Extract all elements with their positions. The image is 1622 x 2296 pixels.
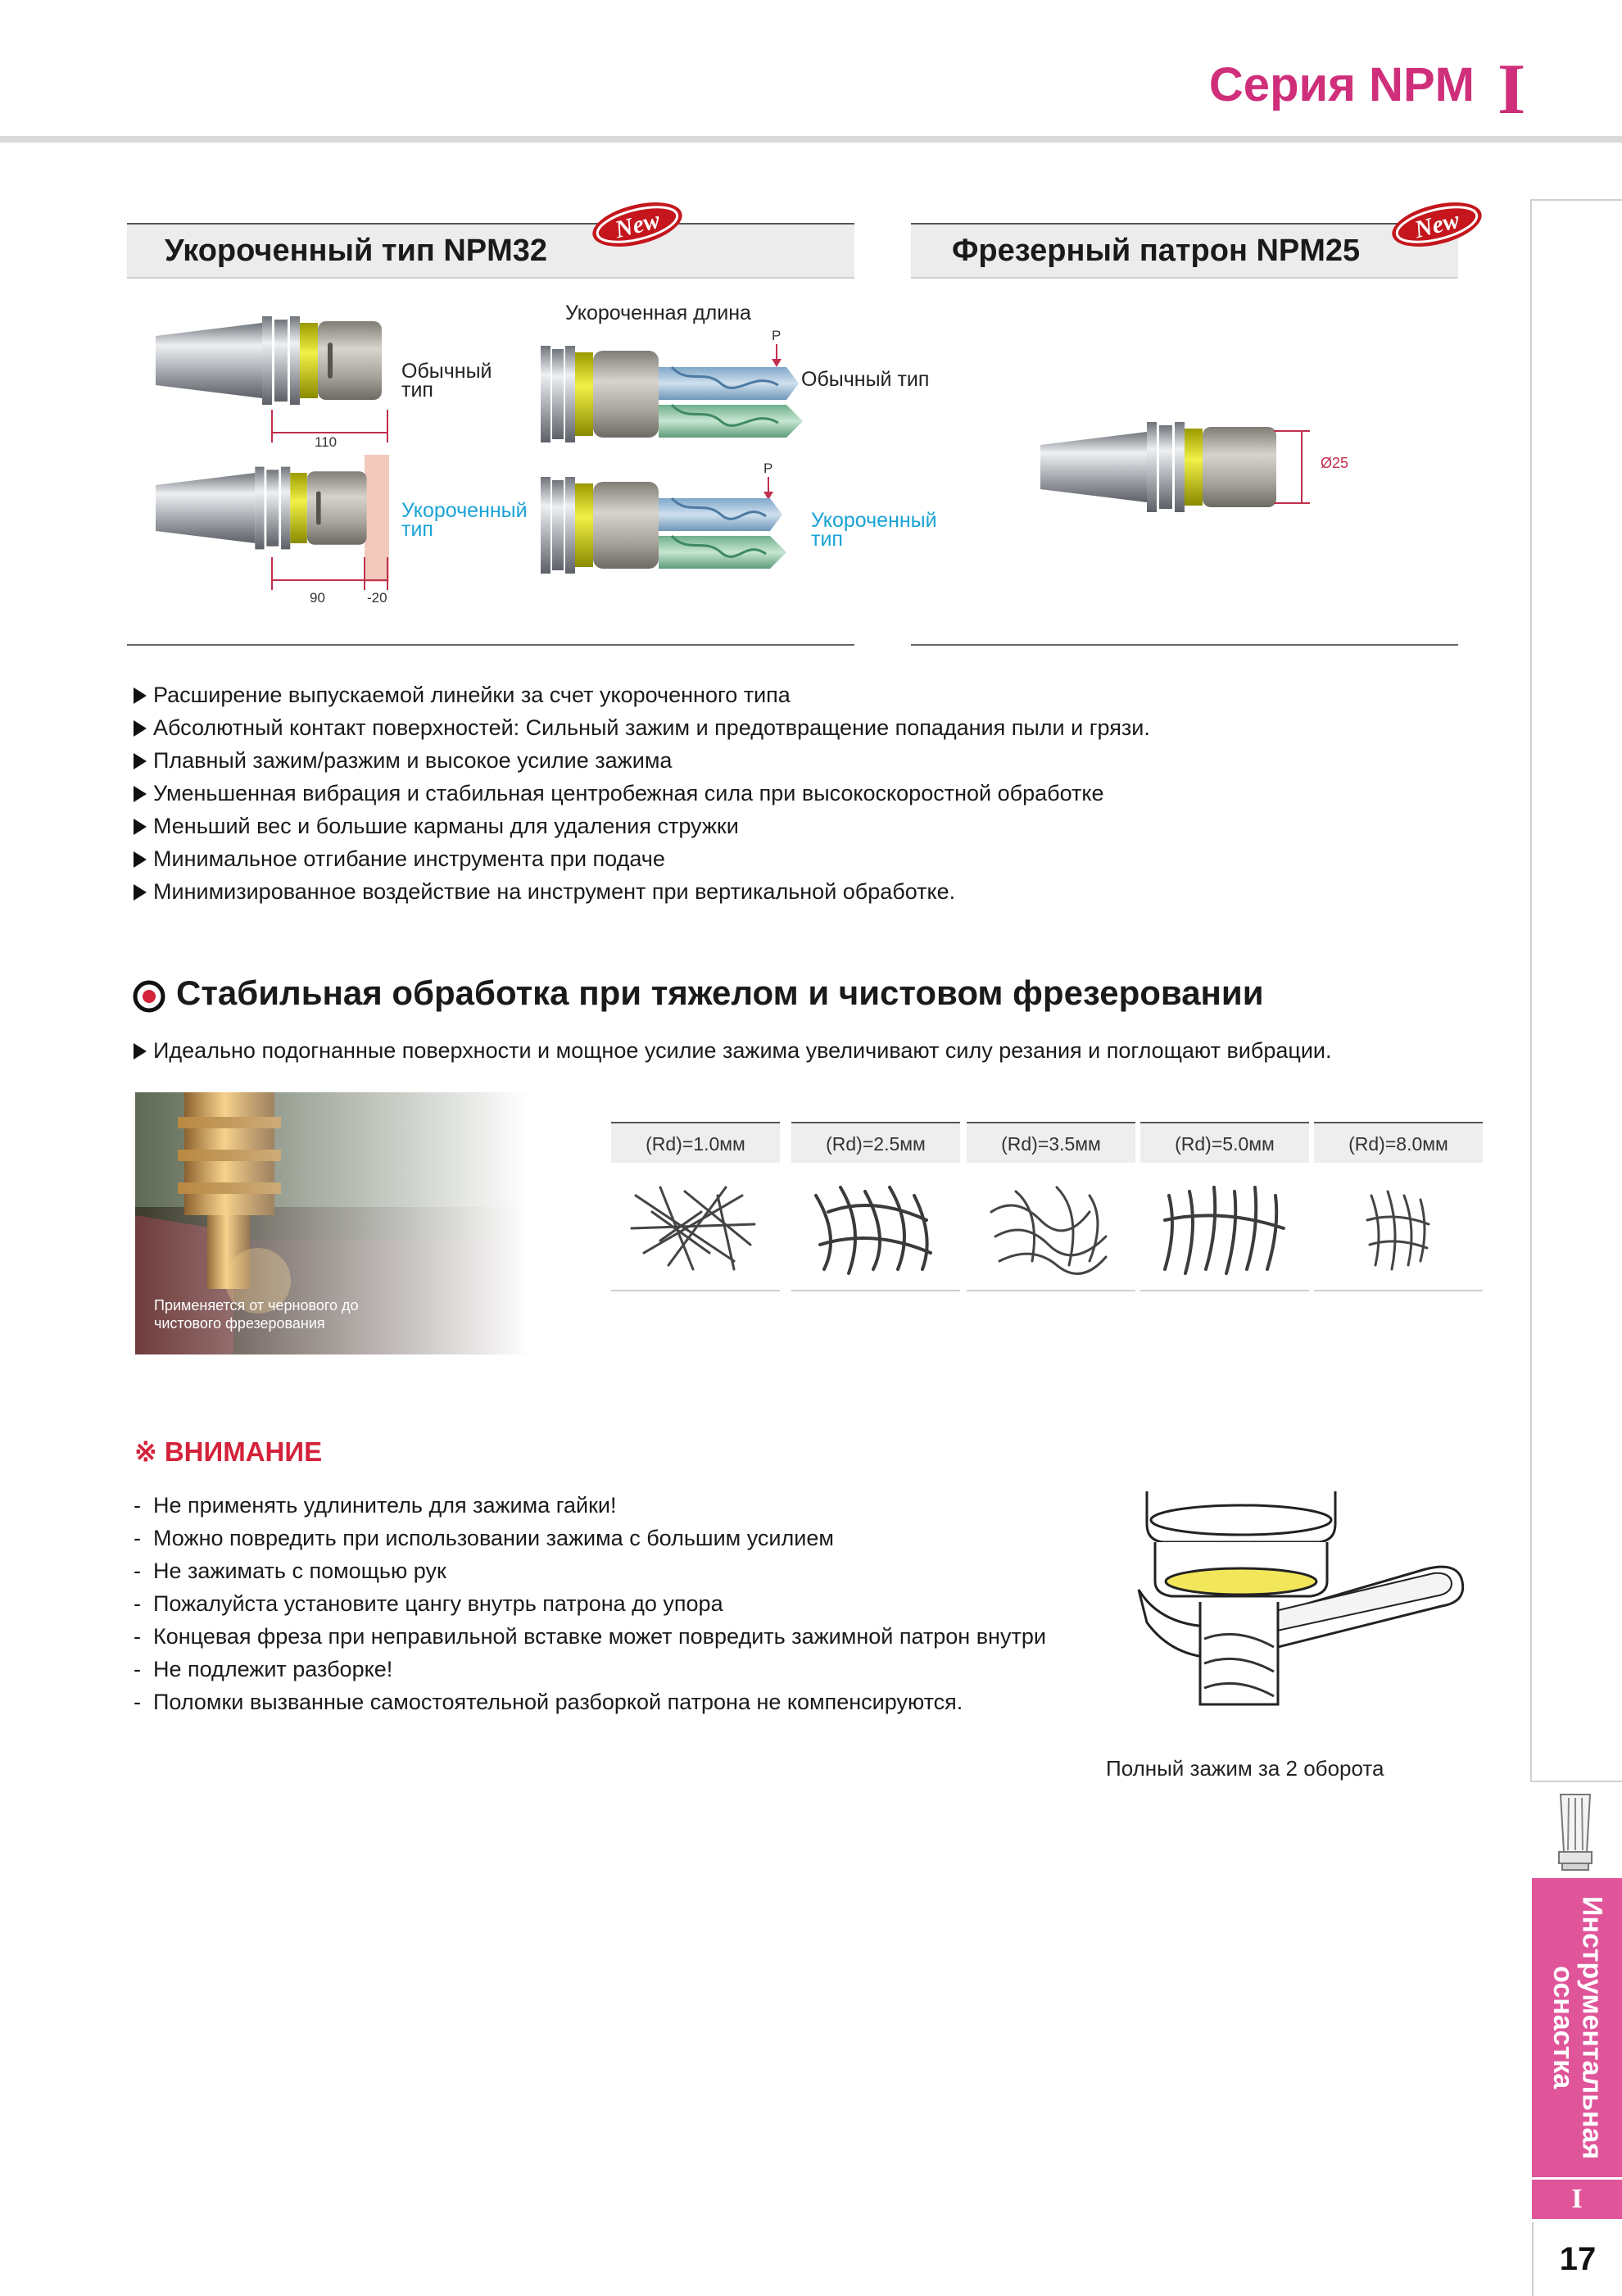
new-badge-icon bbox=[588, 198, 686, 247]
short-type-tool-image bbox=[541, 467, 803, 582]
npm25-holder-image bbox=[1040, 414, 1286, 520]
page-number: 17 bbox=[1532, 2222, 1622, 2296]
bullet-triangle-icon bbox=[134, 1043, 147, 1060]
dimension-90-label: 90 bbox=[310, 590, 325, 606]
list-item: - Не подлежит разборке! bbox=[134, 1657, 393, 1681]
list-item: Уменьшенная вибрация и стабильная центробежная сила при высокоскоростной обработке bbox=[134, 777, 1150, 810]
normal-type-label-line1: Обычный bbox=[401, 360, 492, 383]
chip-sample-column bbox=[967, 1122, 1135, 1291]
stable-description: Идеально подогнанные поверхности и мощное усилие зажима увеличивают силу резания и поглощают вибрации. bbox=[134, 1034, 1332, 1067]
chip-sample-label: (Rd)=1.0мм bbox=[611, 1122, 780, 1163]
chip-sample-image bbox=[1140, 1163, 1309, 1286]
chip-sample-label: (Rd)=5.0мм bbox=[1140, 1122, 1309, 1163]
warning-title bbox=[134, 1436, 322, 1468]
bullet-triangle-icon bbox=[134, 851, 147, 868]
shortened-holder-image bbox=[156, 459, 385, 557]
chip-sample-label: (Rd)=3.5мм bbox=[967, 1122, 1135, 1163]
list-item: Абсолютный контакт поверхностей: Сильный зажим и предотвращение попадания пыли и грязи. bbox=[134, 711, 1150, 744]
bullet-triangle-icon bbox=[134, 884, 147, 901]
series-roman-numeral: I bbox=[1497, 50, 1526, 129]
section-header-npm25 bbox=[911, 223, 1458, 279]
bullet-triangle-icon bbox=[134, 720, 147, 737]
chip-sample-image bbox=[791, 1163, 960, 1286]
sidebar-roman-numeral: I bbox=[1532, 2180, 1622, 2219]
section-title-npm25: Фрезерный патрон NPM25 bbox=[952, 234, 1361, 268]
list-item: - Поломки вызванные самостоятельной разборкой патрона не компенсируются. bbox=[134, 1690, 963, 1714]
bullet-triangle-icon bbox=[134, 819, 147, 835]
chip-sample-label: (Rd)=8.0мм bbox=[1314, 1122, 1483, 1163]
chip-sample-column bbox=[611, 1122, 780, 1291]
target-bullet-icon bbox=[133, 980, 165, 1013]
bullet-triangle-icon bbox=[134, 687, 147, 704]
collet-icon bbox=[1544, 1786, 1606, 1876]
section-header-npm32 bbox=[127, 223, 854, 279]
section-title-npm32: Укороченный тип NPM32 bbox=[165, 234, 548, 268]
wrench-clamp-illustration bbox=[1130, 1491, 1475, 1737]
bullet-triangle-icon bbox=[134, 786, 147, 802]
feature-list bbox=[134, 678, 1150, 908]
warning-list bbox=[134, 1489, 1046, 1718]
clamp-caption: Полный зажим за 2 оборота bbox=[1106, 1756, 1384, 1781]
normal-type-tool-image bbox=[541, 336, 811, 451]
chip-sample-column bbox=[1314, 1122, 1483, 1291]
diameter-label: Ø25 bbox=[1321, 455, 1349, 471]
chip-sample-image bbox=[1314, 1163, 1483, 1286]
short-type-label-line2: тип bbox=[401, 518, 433, 541]
header-rule bbox=[0, 136, 1622, 143]
chip-sample-image bbox=[611, 1163, 780, 1286]
list-item: Плавный зажим/разжим и высокое усилие зажима bbox=[134, 744, 1150, 777]
chip-sample-column bbox=[1140, 1122, 1309, 1291]
shortened-length-label: Укороченная длина bbox=[565, 302, 751, 324]
new-badge-text: New bbox=[612, 206, 663, 244]
sidebar-category-label: Инструментальная оснастка bbox=[1547, 1895, 1608, 2160]
list-item: - Концевая фреза при неправильной вставке может повредить зажимной патрон внутри bbox=[134, 1624, 1046, 1649]
section-bottom-rule bbox=[127, 644, 854, 646]
series-title: Серия NPM bbox=[1208, 58, 1475, 111]
chip-sample-label: (Rd)=2.5мм bbox=[791, 1122, 960, 1163]
chip-sample-image bbox=[967, 1163, 1135, 1286]
p-label-bottom: P bbox=[763, 461, 773, 476]
list-item: - Не зажимать с помощью рук bbox=[134, 1559, 446, 1583]
list-item: - Можно повредить при использовании зажима с большим усилием bbox=[134, 1526, 834, 1550]
section-bottom-rule bbox=[911, 644, 1458, 646]
list-item: Минимальное отгибание инструмента при подаче bbox=[134, 842, 1150, 875]
chip-sample-column bbox=[791, 1122, 960, 1291]
normal-type-tool-label: Обычный тип bbox=[801, 368, 930, 391]
list-item: - Не применять удлинитель для зажима гайки! bbox=[134, 1493, 617, 1518]
photo-caption: Применяется от чернового до чистового фрезерования bbox=[154, 1297, 359, 1332]
list-item: - Пожалуйста установите цангу внутрь патрона до упора bbox=[134, 1591, 723, 1616]
list-item: Расширение выпускаемой линейки за счет укороченного типа bbox=[134, 678, 1150, 711]
stable-section-title: Стабильная обработка при тяжелом и чистовом фрезеровании bbox=[176, 973, 1264, 1012]
short-type-tool-label-line2: тип bbox=[811, 528, 843, 551]
sidebar-bottom-edge bbox=[1530, 1781, 1622, 1782]
standard-holder-image bbox=[156, 311, 401, 410]
dimension-minus20-label: -20 bbox=[367, 590, 387, 606]
warning-symbol-icon: ※ bbox=[134, 1436, 157, 1467]
list-item: Меньший вес и большие карманы для удаления стружки bbox=[134, 810, 1150, 842]
warning-title-text: ВНИМАНИЕ bbox=[164, 1436, 323, 1467]
normal-type-label-line2: тип bbox=[401, 379, 433, 402]
short-type-tool-label-line1: Укороченный bbox=[811, 509, 937, 532]
dimension-110-label: 110 bbox=[315, 434, 338, 450]
sidebar-top-edge bbox=[1530, 199, 1622, 201]
list-item: Минимизированное воздействие на инструмент при вертикальной обработке. bbox=[134, 875, 1150, 908]
new-badge-text: New bbox=[1411, 206, 1462, 244]
diameter-dimension bbox=[1274, 426, 1323, 508]
bullet-triangle-icon bbox=[134, 753, 147, 769]
sidebar-divider bbox=[1530, 199, 1532, 1781]
p-label-top: P bbox=[772, 328, 782, 343]
short-type-label-line1: Укороченный bbox=[401, 499, 528, 522]
new-badge-icon bbox=[1388, 198, 1486, 247]
